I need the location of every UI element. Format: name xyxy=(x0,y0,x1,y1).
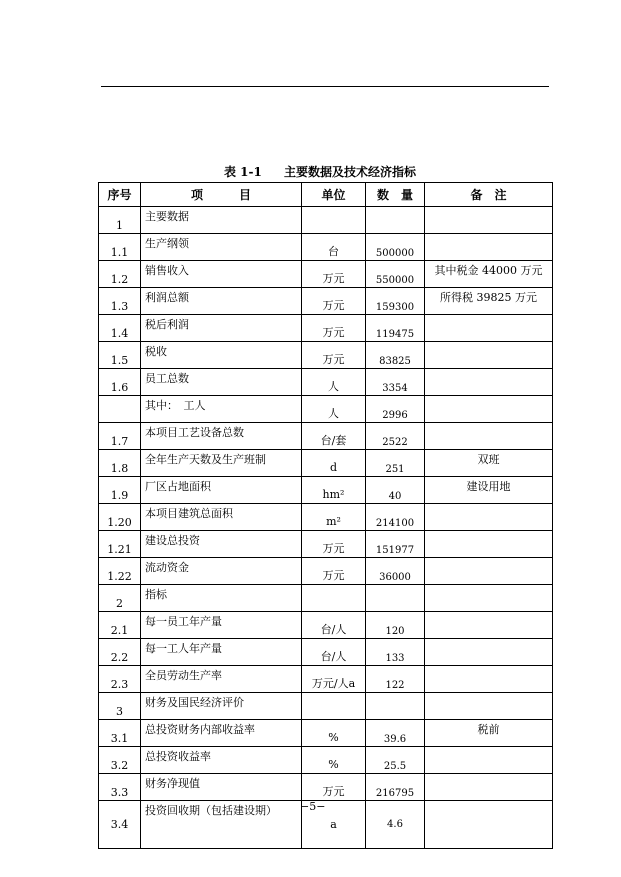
row-unit xyxy=(302,207,366,234)
row-note xyxy=(425,207,553,234)
row-unit xyxy=(302,585,366,612)
row-qty: 133 xyxy=(366,639,425,666)
row-seq: 1.20 xyxy=(99,504,141,531)
row-unit: 万元 xyxy=(302,531,366,558)
row-seq: 1.7 xyxy=(99,423,141,450)
table-row xyxy=(99,801,553,849)
table-row xyxy=(99,261,553,288)
row-qty xyxy=(366,693,425,720)
row-unit: m² xyxy=(302,504,366,531)
row-note xyxy=(425,747,553,774)
row-seq: 1.4 xyxy=(99,315,141,342)
row-qty: 3354 xyxy=(366,369,425,396)
row-seq: 2.2 xyxy=(99,639,141,666)
table-number: 表 1-1 xyxy=(224,165,262,179)
row-unit: a xyxy=(302,801,366,849)
row-unit: 台/套 xyxy=(302,423,366,450)
table-row xyxy=(99,423,553,450)
row-seq: 1.21 xyxy=(99,531,141,558)
row-seq: 3.1 xyxy=(99,720,141,747)
row-seq: 1.2 xyxy=(99,261,141,288)
row-item: 财务净现值 xyxy=(141,774,302,801)
row-qty: 2522 xyxy=(366,423,425,450)
row-unit: 台 xyxy=(302,234,366,261)
row-seq: 1.1 xyxy=(99,234,141,261)
row-qty: 83825 xyxy=(366,342,425,369)
row-note xyxy=(425,585,553,612)
row-item: 总投资财务内部收益率 xyxy=(141,720,302,747)
row-note: 建设用地 xyxy=(425,477,553,504)
row-note xyxy=(425,639,553,666)
row-item: 生产纲领 xyxy=(141,234,302,261)
row-qty: 550000 xyxy=(366,261,425,288)
row-qty: 39.6 xyxy=(366,720,425,747)
page-number: −5− xyxy=(300,800,326,813)
row-qty: 119475 xyxy=(366,315,425,342)
row-seq: 1 xyxy=(99,207,141,234)
header-seq: 序号 xyxy=(99,183,141,207)
row-note xyxy=(425,558,553,585)
row-qty xyxy=(366,585,425,612)
row-note xyxy=(425,666,553,693)
row-item: 员工总数 xyxy=(141,369,302,396)
row-item: 销售收入 xyxy=(141,261,302,288)
table-row xyxy=(99,639,553,666)
row-note xyxy=(425,612,553,639)
row-unit: % xyxy=(302,747,366,774)
row-item: 每一员工年产量 xyxy=(141,612,302,639)
row-seq: 1.8 xyxy=(99,450,141,477)
row-unit: hm² xyxy=(302,477,366,504)
table-row xyxy=(99,288,553,315)
table-row xyxy=(99,315,553,342)
row-qty: 216795 xyxy=(366,774,425,801)
row-unit: 万元 xyxy=(302,261,366,288)
row-unit: 万元 xyxy=(302,774,366,801)
row-qty: 251 xyxy=(366,450,425,477)
table-row xyxy=(99,585,553,612)
table-row xyxy=(99,720,553,747)
header-item: 项 目 xyxy=(141,183,302,207)
row-note xyxy=(425,342,553,369)
row-item: 全年生产天数及生产班制 xyxy=(141,450,302,477)
table-row xyxy=(99,369,553,396)
row-seq: 3.2 xyxy=(99,747,141,774)
table-row xyxy=(99,747,553,774)
table-row xyxy=(99,531,553,558)
row-unit xyxy=(302,693,366,720)
row-unit: 万元/人a xyxy=(302,666,366,693)
row-seq: 3.3 xyxy=(99,774,141,801)
row-qty: 25.5 xyxy=(366,747,425,774)
row-qty: 2996 xyxy=(366,396,425,423)
row-seq: 2 xyxy=(99,585,141,612)
table-row xyxy=(99,666,553,693)
row-unit: 台/人 xyxy=(302,639,366,666)
row-item: 税后利润 xyxy=(141,315,302,342)
table-caption xyxy=(98,161,552,181)
table-header-row xyxy=(99,183,553,207)
table-row xyxy=(99,774,553,801)
row-note xyxy=(425,315,553,342)
row-seq: 2.1 xyxy=(99,612,141,639)
table-row xyxy=(99,504,553,531)
row-item: 其中： 工人 xyxy=(141,396,302,423)
table-row xyxy=(99,234,553,261)
row-note: 税前 xyxy=(425,720,553,747)
row-item: 总投资收益率 xyxy=(141,747,302,774)
row-note xyxy=(425,774,553,801)
row-seq: 1.6 xyxy=(99,369,141,396)
table-row xyxy=(99,612,553,639)
row-qty: 122 xyxy=(366,666,425,693)
row-unit: 万元 xyxy=(302,288,366,315)
table-row xyxy=(99,342,553,369)
row-note: 双班 xyxy=(425,450,553,477)
header-qty: 数 量 xyxy=(366,183,425,207)
table-title: 主要数据及技术经济指标 xyxy=(284,165,417,179)
row-item: 流动资金 xyxy=(141,558,302,585)
row-qty xyxy=(366,207,425,234)
row-seq: 2.3 xyxy=(99,666,141,693)
row-note xyxy=(425,369,553,396)
row-item: 主要数据 xyxy=(141,207,302,234)
row-qty: 4.6 xyxy=(366,801,425,849)
row-qty: 36000 xyxy=(366,558,425,585)
table-row xyxy=(99,477,553,504)
table-row xyxy=(99,450,553,477)
row-note xyxy=(425,531,553,558)
row-note: 所得税 39825 万元 xyxy=(425,288,553,315)
indicators-table xyxy=(98,182,553,849)
row-seq: 3 xyxy=(99,693,141,720)
row-seq: 1.22 xyxy=(99,558,141,585)
row-note: 其中税金 44000 万元 xyxy=(425,261,553,288)
row-note xyxy=(425,693,553,720)
header-note: 备 注 xyxy=(425,183,553,207)
table-row xyxy=(99,396,553,423)
row-qty: 40 xyxy=(366,477,425,504)
row-qty: 159300 xyxy=(366,288,425,315)
table-row xyxy=(99,558,553,585)
row-unit: 万元 xyxy=(302,315,366,342)
row-seq: 1.9 xyxy=(99,477,141,504)
row-item: 投资回收期（包括建设期） xyxy=(141,801,302,849)
row-item: 税收 xyxy=(141,342,302,369)
row-item: 财务及国民经济评价 xyxy=(141,693,302,720)
row-note xyxy=(425,234,553,261)
row-unit: % xyxy=(302,720,366,747)
row-seq: 1.3 xyxy=(99,288,141,315)
table-row xyxy=(99,693,553,720)
row-item: 本项目建筑总面积 xyxy=(141,504,302,531)
row-unit: 万元 xyxy=(302,342,366,369)
row-item: 每一工人年产量 xyxy=(141,639,302,666)
row-item: 本项目工艺设备总数 xyxy=(141,423,302,450)
row-qty: 500000 xyxy=(366,234,425,261)
row-item: 指标 xyxy=(141,585,302,612)
row-note xyxy=(425,423,553,450)
row-item: 建设总投资 xyxy=(141,531,302,558)
row-unit: 人 xyxy=(302,396,366,423)
row-seq xyxy=(99,396,141,423)
header-unit: 单位 xyxy=(302,183,366,207)
row-note xyxy=(425,801,553,849)
row-qty: 214100 xyxy=(366,504,425,531)
row-unit: 万元 xyxy=(302,558,366,585)
row-qty: 120 xyxy=(366,612,425,639)
header-rule xyxy=(101,86,549,87)
row-unit: 台/人 xyxy=(302,612,366,639)
row-seq: 3.4 xyxy=(99,801,141,849)
row-note xyxy=(425,396,553,423)
table-row xyxy=(99,207,553,234)
row-note xyxy=(425,504,553,531)
row-unit: 人 xyxy=(302,369,366,396)
row-item: 厂区占地面积 xyxy=(141,477,302,504)
row-qty: 151977 xyxy=(366,531,425,558)
row-seq: 1.5 xyxy=(99,342,141,369)
row-item: 利润总额 xyxy=(141,288,302,315)
row-unit: d xyxy=(302,450,366,477)
row-item: 全员劳动生产率 xyxy=(141,666,302,693)
